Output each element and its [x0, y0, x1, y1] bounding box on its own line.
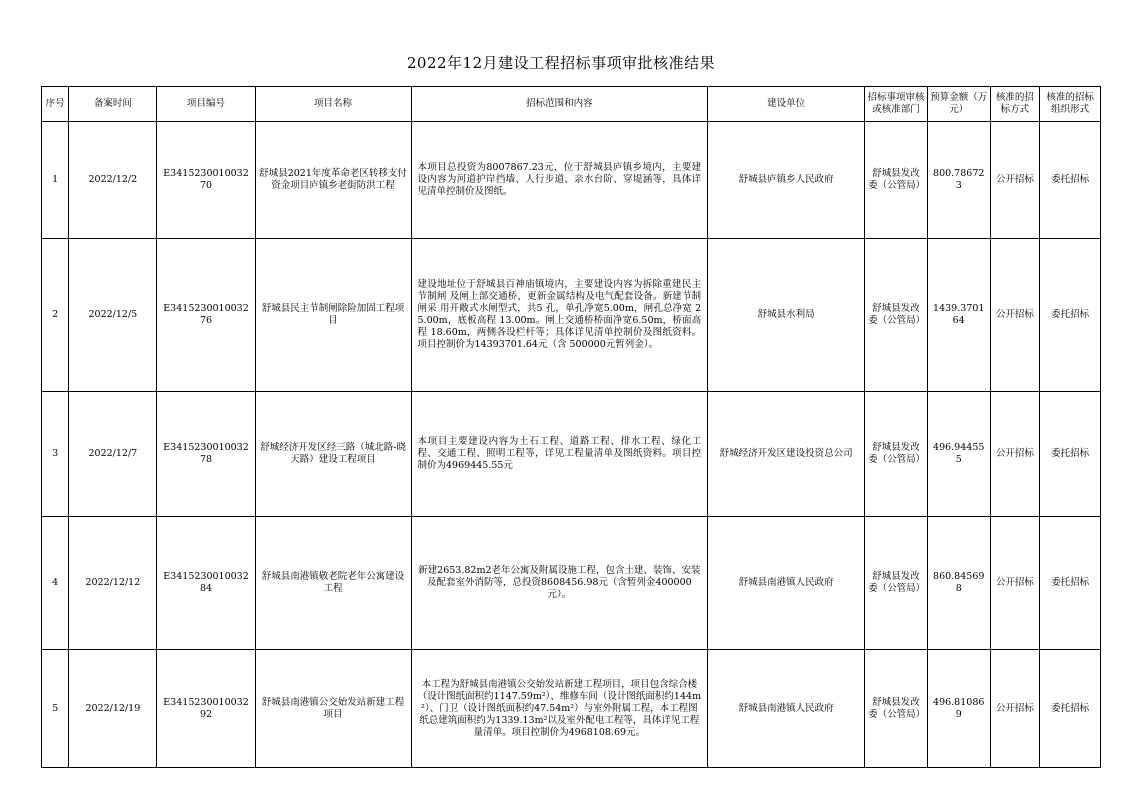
cell-org: 委托招标	[1040, 650, 1101, 768]
table-row	[42, 650, 1101, 768]
cell-budget: 496.944555	[927, 392, 990, 517]
cell-dept: 舒城县发改委（公管局）	[865, 239, 928, 392]
table-row	[42, 122, 1101, 239]
cell-method: 公开招标	[990, 392, 1040, 517]
cell-dept: 舒城县发改委（公管局）	[865, 517, 928, 650]
cell-budget: 496.810869	[927, 650, 990, 768]
cell-method: 公开招标	[990, 239, 1040, 392]
approval-table	[41, 86, 1101, 768]
header-org: 核准的招标组织形式	[1040, 87, 1101, 122]
table-row	[42, 239, 1101, 392]
cell-org: 委托招标	[1040, 122, 1101, 239]
cell-code: E341523001003270	[157, 122, 255, 239]
cell-code: E341523001003278	[157, 392, 255, 517]
header-dept: 招标事项审核或核准部门	[865, 87, 928, 122]
cell-dept: 舒城县发改委（公管局）	[865, 650, 928, 768]
header-scope: 招标范围和内容	[411, 87, 708, 122]
cell-scope: 建设地址位于舒城县百神庙镇境内，主要建设内容为拆除重建民主节制闸 及闸上部交通桥，更新金属结构及电气配套设备。新建节制闸采 用开敞式水闸型式，共5 孔，单孔净宽5.00m，闸孔总净宽 25.00m，底板高程 13.00m。闸上交通桥桥面净宽6.50m，桥面高程 18.60m，两侧各设栏杆等；具体详见清单控制价及图纸资料。项目控制价为14393701.64元（含 500000元暂列金）。	[411, 239, 708, 392]
header-budget: 预算金额（万元）	[927, 87, 990, 122]
table-row	[42, 517, 1101, 650]
cell-code: E341523001003284	[157, 517, 255, 650]
cell-date: 2022/12/7	[69, 392, 157, 517]
cell-date: 2022/12/12	[69, 517, 157, 650]
cell-budget: 860.845698	[927, 517, 990, 650]
cell-date: 2022/12/19	[69, 650, 157, 768]
cell-method: 公开招标	[990, 517, 1040, 650]
cell-unit: 舒城县南港镇人民政府	[708, 517, 865, 650]
cell-no: 3	[42, 392, 69, 517]
page-title: 2022年12月建设工程招标事项审批核准结果	[406, 54, 716, 72]
cell-code: E341523001003292	[157, 650, 255, 768]
header-name: 项目名称	[255, 87, 411, 122]
cell-method: 公开招标	[990, 650, 1040, 768]
cell-name: 舒城县南港镇公交始发站新建工程项目	[255, 650, 411, 768]
cell-code: E341523001003276	[157, 239, 255, 392]
cell-name: 舒城县2021年度革命老区转移支付资金项目庐镇乡老街防洪工程	[255, 122, 411, 239]
header-unit: 建设单位	[708, 87, 865, 122]
table-row	[42, 392, 1101, 517]
cell-org: 委托招标	[1040, 517, 1101, 650]
header-date: 备案时间	[69, 87, 157, 122]
cell-unit: 舒城县水利局	[708, 239, 865, 392]
cell-name: 舒城县民主节制闸除险加固工程项目	[255, 239, 411, 392]
header-row	[42, 87, 1101, 122]
cell-date: 2022/12/5	[69, 239, 157, 392]
cell-org: 委托招标	[1040, 392, 1101, 517]
cell-scope: 新建2653.82m2老年公寓及附属设施工程，包含土建、装饰、安装及配套室外消防等，总投资8608456.98元（含暂列金400000元）。	[411, 517, 708, 650]
cell-no: 5	[42, 650, 69, 768]
cell-scope: 本工程为舒城县南港镇公交始发站新建工程项目，项目包含综合楼（设计图纸面积约1147.59m²）、维修车间（设计图纸面积约144m²）、门卫（设计图纸面积约47.54m²）与室外附属工程，本工程图纸总建筑面积约为1339.13m²以及室外配电工程等，具体详见工程量清单。项目控制价为4968108.69元。	[411, 650, 708, 768]
cell-unit: 舒城经济开发区建设投资总公司	[708, 392, 865, 517]
cell-dept: 舒城县发改委（公管局）	[865, 392, 928, 517]
cell-scope: 本项目主要建设内容为土石工程、道路工程、排水工程、绿化工程、交通工程、照明工程等，详见工程量清单及图纸资料。项目控制价为4969445.55元	[411, 392, 708, 517]
cell-dept: 舒城县发改委（公管局）	[865, 122, 928, 239]
cell-method: 公开招标	[990, 122, 1040, 239]
cell-budget: 1439.370164	[927, 239, 990, 392]
cell-no: 4	[42, 517, 69, 650]
cell-no: 1	[42, 122, 69, 239]
header-code: 项目编号	[157, 87, 255, 122]
cell-name: 舒城经济开发区经三路（城北路-晓天路）建设工程项目	[255, 392, 411, 517]
cell-unit: 舒城县庐镇乡人民政府	[708, 122, 865, 239]
cell-scope: 本项目总投资为8007867.23元，位于舒城县庐镇乡境内，主要建设内容为河道护岸挡墙、人行步道、亲水台阶、穿堤涵等，具体详见清单控制价及图纸。	[411, 122, 708, 239]
cell-budget: 800.786723	[927, 122, 990, 239]
cell-org: 委托招标	[1040, 239, 1101, 392]
cell-unit: 舒城县南港镇人民政府	[708, 650, 865, 768]
cell-date: 2022/12/2	[69, 122, 157, 239]
header-method: 核准的招标方式	[990, 87, 1040, 122]
header-no: 序号	[42, 87, 69, 122]
cell-no: 2	[42, 239, 69, 392]
cell-name: 舒城县南港镇敬老院老年公寓建设工程	[255, 517, 411, 650]
